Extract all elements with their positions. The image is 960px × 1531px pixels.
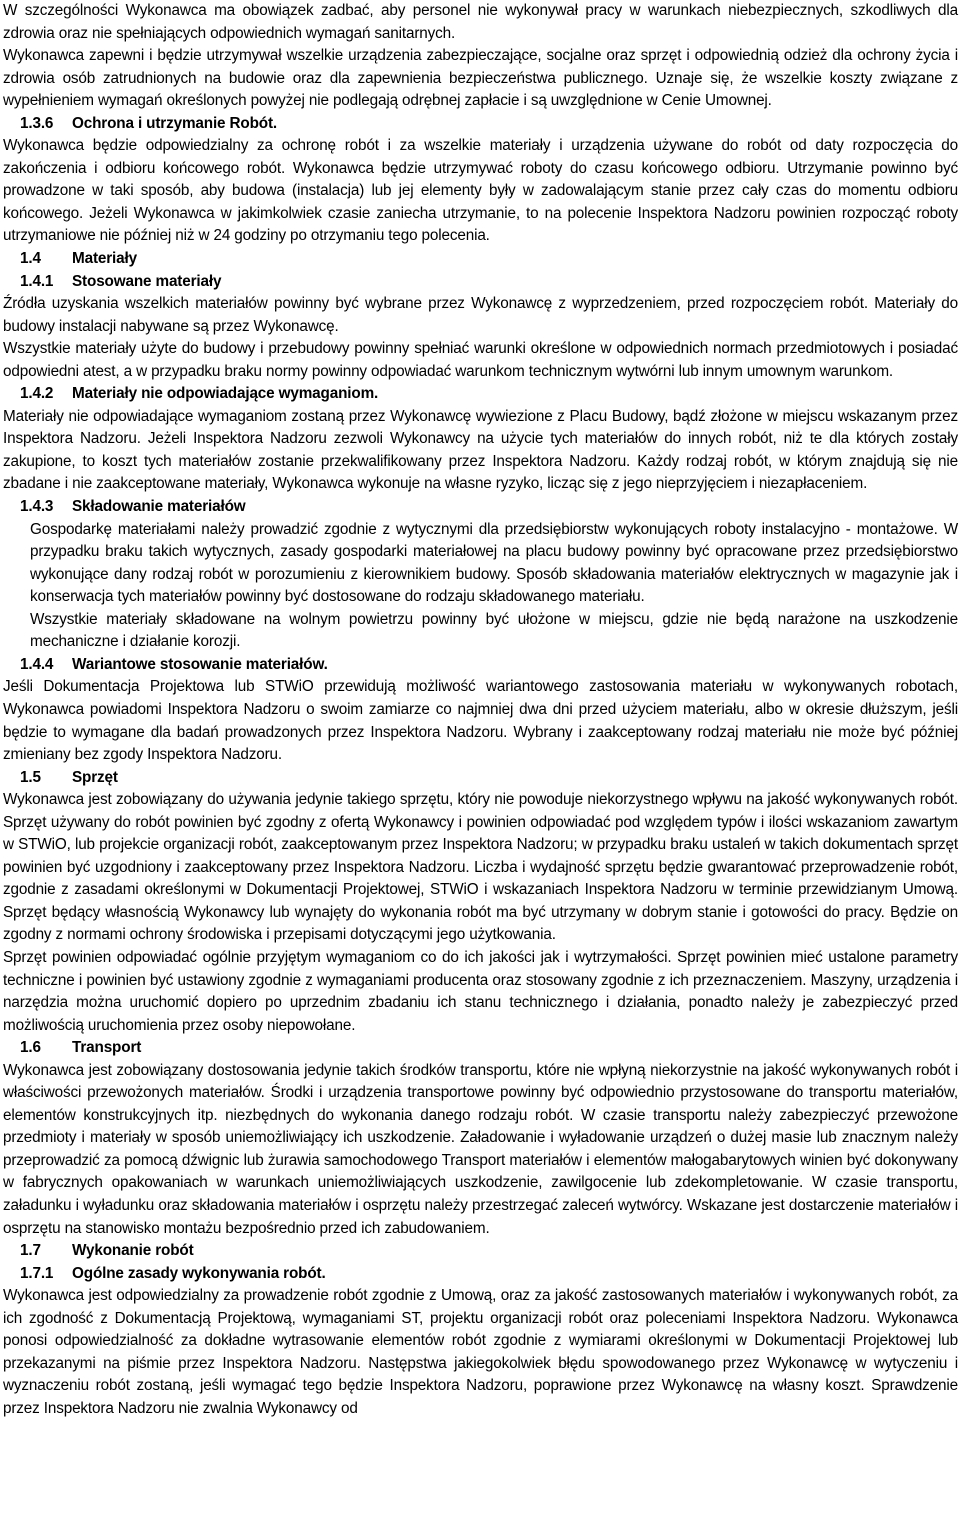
heading-text: Stosowane materiały [72,272,222,290]
paragraph-material-standards: Wszystkie materiały użyte do budowy i przebudowy powinny spełniać warunki określone w odpowiednich normach przedmiotowych i posiadać odpowiedni atest, a w przypadku braku normy powinny odpowiadać warunkom technicznym wytwórni lub innym umownym warunkom. [3,340,958,380]
heading-text: Wariantowe stosowanie materiałów. [72,655,328,673]
heading-text: Sprzęt [72,768,118,786]
heading-number: 1.6 [20,1039,41,1057]
heading-1-4-1 [3,271,958,294]
paragraph-safety-equipment: Wykonawca zapewni i będzie utrzymywał wszelkie urządzenia zabezpieczające, socjalne oraz sprzęt i odpowiednią odzież dla ochrony życia i zdrowia osób zatrudnionych na budowie oraz dla zapewnienia bezpieczeństwa publicznego. Uznaje się, że wszelkie koszty związane z wypełnieniem wymagań określonych powyżej nie podlegają odrębnej zapłacie i są uwzględnione w Cenie Umownej. [3,47,958,110]
heading-text: Składowanie materiałów [72,498,246,516]
heading-1-5 [3,767,958,790]
heading-number: 1.4.3 [20,498,54,516]
heading-1-4-2 [3,383,958,406]
paragraph-personnel-safety: W szczególności Wykonawca ma obowiązek zadbać, aby personel nie wykonywał pracy w warunkach niebezpiecznych, szkodliwych dla zdrowia oraz nie spełniających odpowiednich wymagań sanitarnych. [3,2,958,42]
heading-1-3-6 [3,113,958,136]
paragraph-variant-materials: Jeśli Dokumentacja Projektowa lub STWiO przewidują możliwość wariantowego zastosowania materiału w wykonywanych robotach, Wykonawca powiadomi Inspektora Nadzoru o swoim zamiarze co najmniej dwa dni przed użyciem materiału, albo w okresie dłuższym, jeśli będzie to wymagane dla badań prowadzonych przez Inspektora Nadzoru. Wybrany i zaakceptowany rodzaj materiału nie może być później zmieniany bez zgody Inspektora Nadzoru. [3,678,958,764]
paragraph-general-rules: Wykonawca jest odpowiedzialny za prowadzenie robót zgodnie z Umową, oraz za jakość zastosowanych materiałów i wykonywanych robót, za ich zgodność z Dokumentacją Projektową, wymaganiami ST, projektu organizacji robót oraz poleceniami Inspektora Nadzoru. Wykonawca ponosi odpowiedzialność za dokładne wytrasowanie elementów robót zgodnie z wymiarami określonymi w Dokumentacji Projektowej lub przekazanymi na piśmie przez Inspektora Nadzoru. Następstwa jakiegokolwiek błędu spowodowanego przez Wykonawcę w wytyczeniu i wyznaczeniu robót zostaną, jeśli wymagać tego będzie Inspektora Nadzoru, poprawione przez Wykonawcę na własny koszt. Sprawdzenie przez Inspektora Nadzoru nie zwalnia Wykonawcy od [3,1287,958,1417]
heading-number: 1.3.6 [20,114,54,132]
paragraph-material-management: Gospodarkę materiałami należy prowadzić zgodnie z wytycznymi dla przedsiębiorstw wykonujących roboty instalacyjno - montażowe. W przypadku braku takich wytycznych, zasady gospodarki materiałowej na placu budowy powinny być opracowane przez przedsiębiorstwo wykonujące dany rodzaj robót w porozumieniu z kierownikiem budowy. Sposób składowania materiałów elektrycznych w magazynie jak i konserwacja tych materiałów powinny być dostosowane do rodzaju składowanego materiału. [30,520,958,606]
heading-text: Materiały [72,250,137,268]
paragraph-transport: Wykonawca jest zobowiązany dostosowania jedynie takich środków transportu, które nie wpłyną niekorzystnie na jakość wykonywanych robót i właściwości przewożonych materiałów. Środki i urządzenia transportowe powinny być odpowiednio przystosowane do transportu materiałów, elementów konstrukcyjnych itp. niezbędnych do wykonania danego rodzaju robót. W czasie transportu należy zabezpieczyć przewożone przedmioty i materiały w sposób uniemożliwiający ich uszkodzenie. Załadowanie i wyładowanie urządzeń o dużej masie lub znacznym należy przeprowadzić za pomocą dźwignic lub żurawia samochodowego Transport materiałów i elementów małogabarytowych winien być dokonywany w fabrycznych opakowaniach w warunkach uniemożliwiających uszkodzenie, zawilgocenie lub zdekompletowanie. W czasie transportu, załadunku i wyładunku oraz składowania materiałów i osprzętu należy przestrzegać zaleceń wytwórcy. Wskazane jest dostarczenie materiałów i osprzętu na stanowisko montażu bezpośrednio przed ich zabudowaniem. [3,1061,958,1237]
heading-text: Ogólne zasady wykonywania robót. [72,1264,326,1282]
heading-number: 1.4.4 [20,655,54,673]
heading-number: 1.7 [20,1242,41,1260]
heading-number: 1.5 [20,768,41,786]
heading-1-4 [3,248,958,271]
heading-1-7-1 [3,1263,958,1286]
heading-1-6 [3,1037,958,1060]
heading-number: 1.4.1 [20,272,54,290]
heading-number: 1.4.2 [20,385,54,403]
paragraph-nonconforming-materials: Materiały nie odpowiadające wymaganiom zostaną przez Wykonawcę wywiezione z Placu Budowy, bądź złożone w miejscu wskazanym przez Inspektora Nadzoru. Jeżeli Inspektora Nadzoru zezwoli Wykonawcy na użycie tych materiałów do innych robót, niż te dla których zostały zakupione, to koszt tych materiałów zostanie przekwalifikowany przez Inspektora Nadzoru. Każdy rodzaj robót, w którym znajdują się nie zbadane i nie zaakceptowane materiały, Wykonawca wykonuje na własne ryzyko, licząc się z jego nieprzyjęciem i niezapłaceniem. [3,407,958,493]
paragraph-equipment-requirements: Sprzęt powinien odpowiadać ogólnie przyjętym wymaganiom co do ich jakości jak i wytrzymałości. Sprzęt powinien mieć ustalone parametry techniczne i powinien być ustawiony zgodnie z wymaganiami producenta oraz stosowany zgodnie z ich przeznaczeniem. Maszyny, urządzenia i narzędzia można uruchomić dopiero po uprzednim zbadaniu ich stanu technicznego i działania, ponadto należy je zabezpieczyć przed możliwością uruchomienia przez osoby niepowołane. [3,948,958,1034]
document-page [3,0,958,1420]
paragraph-works-protection: Wykonawca będzie odpowiedzialny za ochronę robót i za wszelkie materiały i urządzenia używane do robót od daty rozpoczęcia do zakończenia i odbioru końcowego robót. Wykonawca będzie utrzymywać roboty do czasu końcowego odbioru. Utrzymanie powinno być prowadzone w taki sposób, aby budowa (instalacja) lub jej elementy były w zadowalającym stanie przez cały czas do momentu odbioru końcowego. Jeżeli Wykonawca w jakimkolwiek czasie zaniecha utrzymanie, to na polecenie Inspektora Nadzoru powinien rozpocząć roboty utrzymaniowe nie później niż w 24 godziny po otrzymaniu tego polecenia. [3,137,958,245]
heading-text: Ochrona i utrzymanie Robót. [72,114,278,132]
heading-text: Transport [72,1039,142,1057]
heading-number: 1.7.1 [20,1264,54,1282]
heading-number: 1.4 [20,250,41,268]
paragraph-equipment-usage: Wykonawca jest zobowiązany do używania jedynie takiego sprzętu, który nie powoduje niekorzystnego wpływu na jakość wykonywanych robót. Sprzęt używany do robót powinien być zgodny z ofertą Wykonawcy i powinien odpowiadać pod względem typów i ilości wskazaniom zawartym w STWiO, lub projekcie organizacji robót, zaakceptowanym przez Inspektora Nadzoru; w przypadku braku ustaleń w takich dokumentach sprzęt powinien być uzgodniony i zaakceptowany przez Inspektora Nadzoru. Liczba i wydajność sprzętu będzie gwarantować przeprowadzenie robót, zgodnie z zasadami określonymi w Dokumentacji Projektowej, STWiO i wskazaniach Inspektora Nadzoru w terminie przewidzianym Umową. Sprzęt będący własnością Wykonawcy lub wynajęty do wykonania robót ma być utrzymany w dobrym stanie i gotowości do pracy. Będzie on zgodny z normami ochrony środowiska i przepisami dotyczącymi jego użytkowania. [3,791,958,944]
paragraph-outdoor-storage: Wszystkie materiały składowane na wolnym powietrzu powinny być ułożone w miejscu, gdzie nie będą narażone na uszkodzenie mechaniczne i działanie korozji. [30,610,958,651]
heading-text: Materiały nie odpowiadające wymaganiom. [72,385,379,403]
paragraph-material-sources: Źródła uzyskania wszelkich materiałów powinny być wybrane przez Wykonawcę z wyprzedzeniem, przed rozpoczęciem robót. Materiały do budowy instalacji nabywane są przez Wykonawcę. [3,295,958,335]
heading-1-7 [3,1240,958,1263]
heading-1-4-4 [3,654,958,677]
heading-text: Wykonanie robót [72,1242,194,1260]
heading-1-4-3 [3,496,958,519]
